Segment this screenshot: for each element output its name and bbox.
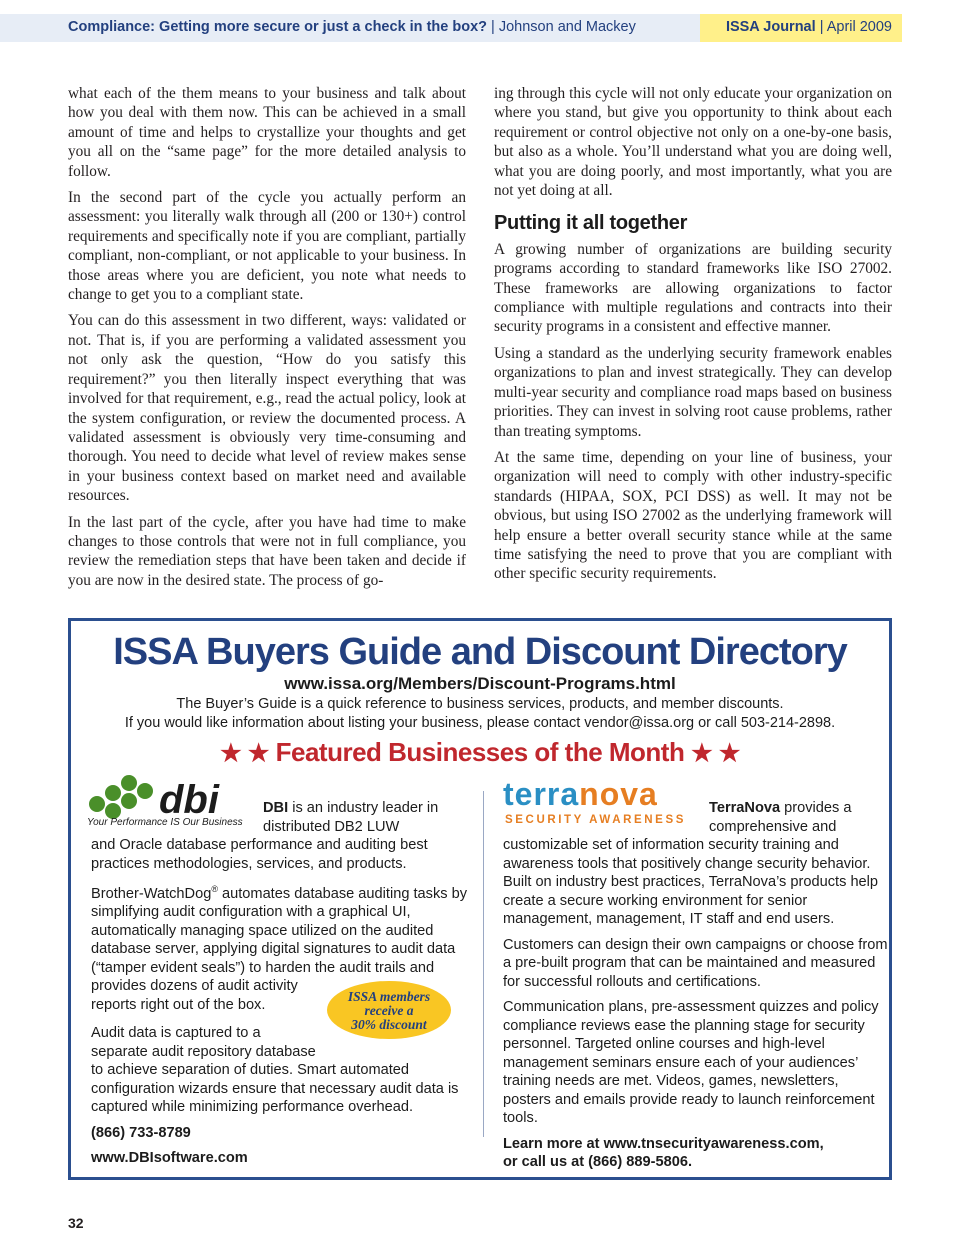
dbi-paragraph-text: reports right out of the box. bbox=[91, 996, 266, 1013]
dbi-paragraph: and Oracle database performance and auditing best practices methodologies, services, and products. bbox=[91, 837, 428, 872]
body-paragraph: ing through this cycle will not only educate your organization on where you stand, but give you opportunity to think about each requirement or control objective not only on a one-by-one basis, but also as a whole. You’ll understand what you are doing well, what you are doing poorly, and most importantly, what you are not yet doing at all. bbox=[494, 85, 892, 200]
header-issue: April 2009 bbox=[826, 19, 892, 35]
header-journal-separator: | bbox=[819, 19, 824, 35]
dbi-logo-wordmark: dbi bbox=[159, 778, 219, 822]
ad-title: ISSA Buyers Guide and Discount Directory bbox=[113, 631, 847, 673]
body-paragraph: Using a standard as the underlying security framework enables organizations to plan and invest strategically. They can develop multi-year security and compliance road maps based on business priorities. They can invest in solving root cause problems, rather than treating symptoms. bbox=[494, 344, 892, 440]
discount-badge bbox=[327, 981, 451, 1039]
featured-label: Featured Businesses of the Month bbox=[275, 737, 685, 767]
body-paragraph: A growing number of organizations are building security programs according to standard frameworks like ISO 27002. These frameworks are allowing organizations to factor compliance with multiple regulations and contracts into their security programs in a consistent and effective manner. bbox=[494, 240, 892, 336]
section-heading: Putting it all together bbox=[494, 212, 688, 235]
terranova-intro bbox=[709, 799, 889, 836]
header-authors: Johnson and Mackey bbox=[498, 19, 636, 35]
star-icon: ★ bbox=[718, 740, 740, 767]
header-separator: | bbox=[491, 19, 495, 35]
body-paragraph: In the second part of the cycle you actually perform an assessment: you literally walk through all (200 or 130+) control requirements and specifically note if you are compliant, partially compliant, non-compliant, or not applicable to your business. In those areas where you are deficient, you note what needs to change to get you to a compliant state. bbox=[68, 189, 466, 304]
dbi-intro bbox=[263, 799, 463, 836]
terranova-cta-phone: or call us at (866) 889-5806. bbox=[503, 1154, 693, 1170]
dbi-intro-text: is an industry leader in distributed DB2 LUW bbox=[263, 800, 439, 835]
registered-mark: ® bbox=[211, 884, 218, 894]
badge-line: 30% discount bbox=[351, 1017, 427, 1032]
header-article-title: Compliance: Getting more secure or just a check in the box? bbox=[68, 19, 487, 35]
ad-description-line: If you would like information about listing your business, please contact vendor@issa.org or call 503-214-2898. bbox=[124, 715, 836, 731]
terranova-name: TerraNova bbox=[709, 800, 781, 816]
body-paragraph: At the same time, depending on your line of business, your organization will need to comply with other industry-specific standards (HIPAA, SOX, PCI DSS) as well. It may not be obvious, but using ISO 27002 as the underlying framework will help ensure a better overall security stance while at the same time satisfying the need to prove that you are compliant with other specific security requirements. bbox=[494, 448, 892, 583]
body-paragraph: You can do this assessment in two different, ways: validated or not. That is, if you are performing a validated assessment you not only ask the question, “How do you satisfy this requirement?” you then literally inspect everything that was involved for that requirement, e.g., read the actual policy, look at the system configuration, or review the documented process. A validated assessment is obviously very time-consuming and thorough. You need to decide what level of review makes sense in your business context based on market need and available resources. bbox=[68, 312, 466, 505]
header-article-info bbox=[68, 19, 636, 35]
badge-line: receive a bbox=[364, 1003, 414, 1018]
dbi-paragraph-text: Audit data is captured to a bbox=[91, 1025, 261, 1042]
ad-description-line: The Buyer’s Guide is a quick reference to business services, products, and member discounts. bbox=[176, 696, 784, 712]
buyers-guide-ad bbox=[68, 618, 892, 1180]
star-icon: ★ bbox=[247, 740, 269, 767]
featured-heading bbox=[71, 737, 889, 768]
dbi-product-name: Brother-WatchDog bbox=[91, 885, 212, 902]
body-paragraph: In the last part of the cycle, after you have had time to make changes to those controls that were not in full compliance, you review the remediation steps that have been taken and decide if you are now in the desired state. The process of go- bbox=[68, 513, 466, 589]
terranova-paragraph: Communication plans, pre-assessment quizzes and policy compliance reviews ease the planning stage for security personnel. Targeted online courses and high-level management seminars ensure each of your audiences’ training needs are met. Videos, games, newsletters, posters and emails provide ready to launch reinforcement tools. bbox=[503, 999, 879, 1126]
dbi-name: DBI bbox=[263, 800, 289, 816]
terranova-paragraph: Customers can design their own campaigns or choose from a pre-built program that can be maintained and measured for successful rollouts and certifications. bbox=[503, 936, 888, 990]
dbi-paragraph-text: to achieve separation of duties. Smart automated configuration wizards ensure that necessary audit data is captured while minimizing performance overhead. bbox=[91, 1062, 459, 1116]
terranova-logo-part-b: nova bbox=[579, 779, 658, 812]
terranova-intro-text: provides a comprehensive and bbox=[709, 800, 852, 835]
ad-url[interactable]: www.issa.org/Members/Discount-Programs.html bbox=[284, 674, 676, 693]
body-paragraph: what each of the them means to your business and talk about how you deal with them now. This can be achieved in a small amount of time and helps to crystallize your thoughts and get you all on the “same page” for the more detailed analysis to follow. bbox=[68, 85, 466, 180]
column-divider bbox=[483, 791, 484, 1137]
terranova-paragraph: customizable set of information security training and awareness tools that positively change security behavior. Built on industry best practices, TerraNova’s products help create a secure working environment for senior management, management, IT staff and end users. bbox=[503, 837, 879, 927]
badge-line: ISSA members bbox=[347, 989, 431, 1004]
page-number: 32 bbox=[68, 1215, 84, 1231]
dbi-paragraph-text: automates database auditing tasks by simplifying audit configuration with a graphical UI, automatically managing space utilized on the audited database server, applying digital signatures to audit data (“tamper evident seals”) to harden the audit trails and provides dozens of audit activity bbox=[91, 885, 468, 995]
terranova-logo-wordmark bbox=[503, 779, 658, 812]
ad-description bbox=[71, 695, 889, 733]
dbi-logo-mark-icon bbox=[89, 775, 153, 819]
left-text-column bbox=[68, 84, 466, 597]
dbi-tagline: Your Performance IS Our Business bbox=[87, 817, 243, 828]
dbi-website[interactable]: www.DBIsoftware.com bbox=[91, 1150, 248, 1167]
running-header bbox=[0, 14, 902, 42]
terranova-description bbox=[503, 836, 888, 1179]
terranova-logo-subtitle: SECURITY AWARENESS bbox=[505, 814, 686, 826]
star-icon: ★ bbox=[220, 740, 242, 767]
star-icon: ★ bbox=[691, 740, 713, 767]
dbi-phone: (866) 733-8789 bbox=[91, 1124, 191, 1141]
dbi-paragraph bbox=[91, 1024, 471, 1117]
terranova-logo-part-a: terra bbox=[503, 779, 580, 812]
header-journal-info bbox=[726, 19, 892, 35]
terranova-cta-website[interactable]: Learn more at www.tnsecurityawareness.com, bbox=[503, 1135, 824, 1152]
terranova-cta bbox=[503, 1135, 888, 1172]
header-journal-name: ISSA Journal bbox=[725, 19, 816, 35]
right-text-column bbox=[494, 84, 892, 591]
terranova-logo bbox=[503, 779, 693, 827]
dbi-paragraph-text: separate audit repository database bbox=[91, 1043, 316, 1060]
